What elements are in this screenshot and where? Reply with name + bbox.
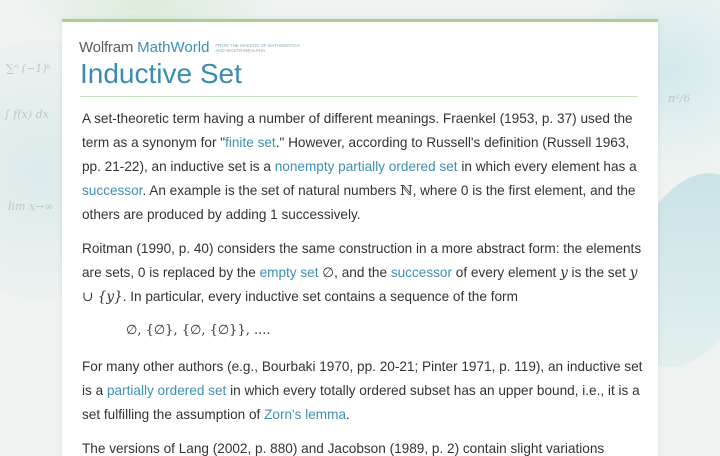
- paragraph-3: [82, 355, 644, 427]
- sequence-formula: ∅, {∅}, {∅, {∅}}, ....: [126, 323, 271, 338]
- link-empty-set[interactable]: empty set: [259, 265, 319, 280]
- successor-expression: y ∪ {y}: [82, 265, 638, 305]
- text: , and the: [334, 265, 391, 280]
- text: in which every totally ordered subset has an upper bound, i.e., it is a set fulfilling the assumption of: [82, 383, 640, 422]
- text: Roitman (1990, p. 40) considers the same construction in a more abstract form: the elements are sets, 0 is replaced by the: [82, 241, 642, 280]
- link-zorns-lemma[interactable]: Zorn's lemma: [264, 407, 347, 422]
- text: ." However, according to Russell's definition (Russell 1963, pp. 21-22), an inductive set is a: [82, 135, 630, 174]
- paragraph-2: [82, 237, 644, 309]
- mathworld-logo[interactable]: [79, 39, 305, 56]
- text: , where 0 is the first element, and the others are produced by adding 1 successively.: [82, 183, 636, 222]
- text: is the set: [567, 265, 630, 280]
- natural-numbers-symbol: ℕ: [400, 183, 413, 199]
- link-finite-set[interactable]: finite set: [225, 135, 276, 150]
- link-nonempty-partially-ordered-set[interactable]: nonempty partially ordered set: [274, 159, 458, 174]
- paragraph-1: [82, 107, 644, 227]
- text: of every element: [452, 265, 561, 280]
- link-successor[interactable]: successor: [82, 183, 143, 198]
- background-decoration: ∑ⁿ (−1)ᵏ ∫ f(x) dx lim x→∞ π²/6: [0, 0, 720, 453]
- link-partially-ordered-set[interactable]: partially ordered set: [106, 383, 227, 398]
- text: A set-theoretic term having a number of different meanings. Fraenkel (1953, p. 37) used the term as a synonym for ": [82, 111, 633, 150]
- text: . An example is the set of natural numbers: [142, 183, 401, 198]
- paragraph-4: The versions of Lang (2002, p. 880) and Jacobson (1989, p. 2) contain slight variations: [82, 441, 605, 456]
- empty-set-symbol: ∅: [322, 265, 335, 281]
- title-divider: [80, 96, 638, 97]
- article-body: [82, 107, 644, 456]
- logo-mathworld-text: MathWorld: [137, 39, 210, 56]
- logo-tagline: FROM THE MAKERS OF MATHEMATICA AND WOLFRAM|ALPHA: [215, 42, 300, 53]
- logo-wolfram-text: Wolfram: [79, 39, 134, 56]
- variable-y: y: [560, 265, 568, 281]
- text: in which every element has a: [457, 159, 637, 174]
- text: . In particular, every inductive set contains a sequence of the form: [122, 289, 518, 304]
- article-card: [62, 19, 658, 456]
- page-title: Inductive Set: [80, 58, 242, 89]
- text: For many other authors (e.g., Bourbaki 1970, pp. 20-21; Pinter 1971, p. 119), an inductive set is a: [82, 359, 643, 398]
- link-successor-2[interactable]: successor: [390, 265, 453, 280]
- text: .: [346, 407, 350, 422]
